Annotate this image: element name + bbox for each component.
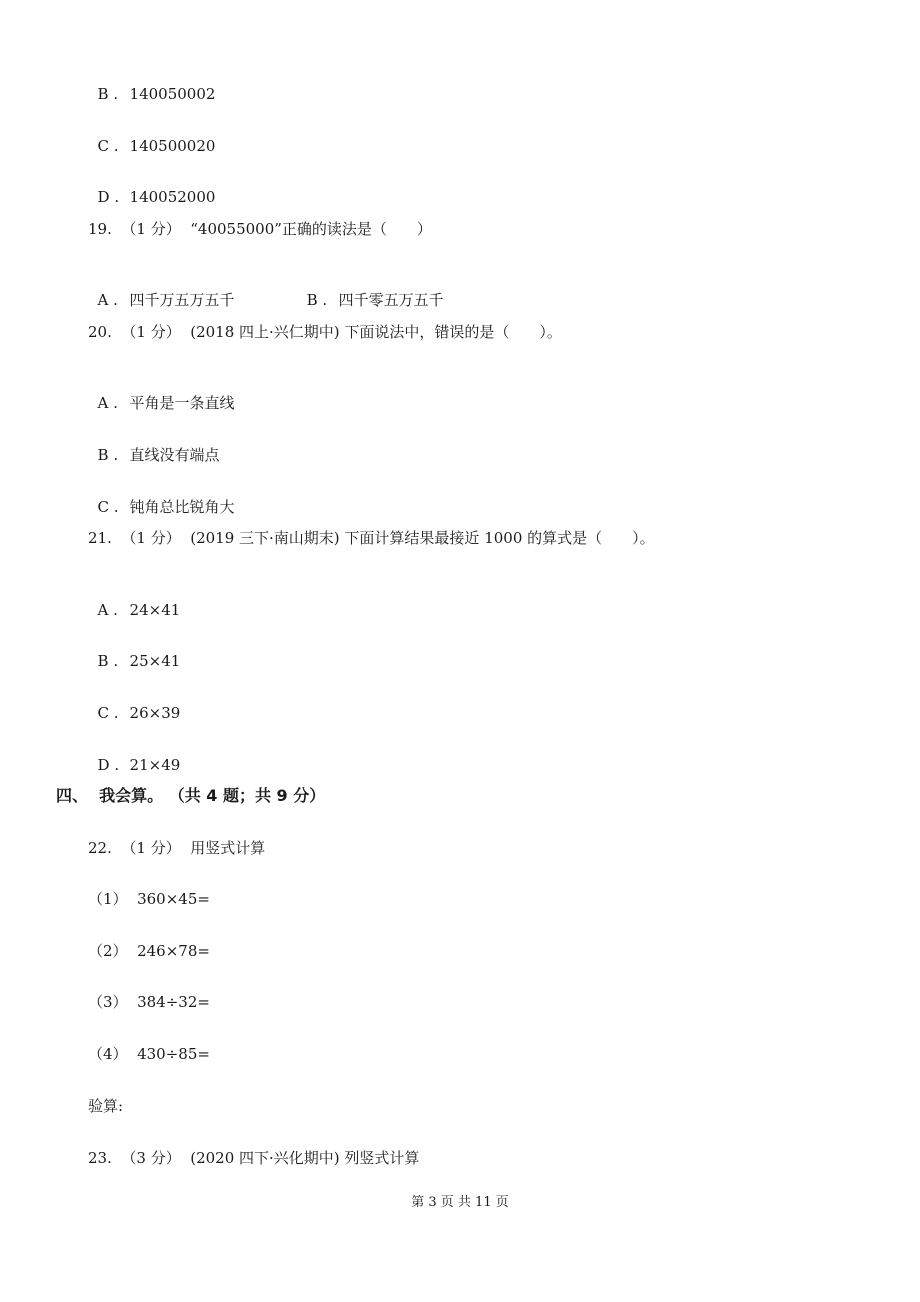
option-text: 21×49 bbox=[129, 756, 181, 774]
check-label: 验算: bbox=[88, 1097, 124, 1115]
option-a bbox=[98, 290, 235, 310]
option-letter: B . bbox=[97, 652, 119, 670]
question-23-stem: 23. （3 分） (2020 四下·兴化期中) 列竖式计算 bbox=[88, 1149, 420, 1167]
option-letter: B . bbox=[97, 446, 119, 464]
option-d bbox=[88, 167, 215, 207]
option-text: 140050002 bbox=[129, 85, 216, 103]
option-letter: C . bbox=[97, 498, 119, 516]
option-a bbox=[88, 373, 235, 413]
question-20-stem: 20. （1 分） (2018 四上·兴仁期中) 下面说法中，错误的是（ ）。 bbox=[88, 323, 562, 341]
question-22-stem: 22. （1 分） 用竖式计算 bbox=[88, 839, 266, 857]
option-letter: C . bbox=[97, 137, 119, 155]
option-a bbox=[88, 580, 180, 620]
option-c bbox=[88, 477, 235, 517]
option-text: 140052000 bbox=[129, 188, 216, 206]
option-b bbox=[88, 64, 215, 104]
option-b bbox=[88, 631, 180, 671]
question-19-options bbox=[88, 270, 444, 310]
sub-item: （1） 360×45= bbox=[88, 890, 210, 908]
question-19-stem: 19. （1 分） “40055000”正确的读法是（ ） bbox=[88, 220, 432, 238]
option-text: 140500020 bbox=[129, 137, 216, 155]
option-text: 24×41 bbox=[129, 601, 181, 619]
section-heading: 四、 我会算。 （共 4 题；共 9 分） bbox=[56, 786, 326, 805]
option-c bbox=[88, 683, 180, 723]
option-b bbox=[88, 425, 220, 465]
option-letter: B . bbox=[306, 291, 328, 309]
page-footer: 第 3 页 共 11 页 bbox=[411, 1195, 509, 1210]
option-letter: D . bbox=[97, 756, 120, 774]
option-text: 四千零五万五千 bbox=[338, 291, 444, 309]
option-letter: B . bbox=[97, 85, 119, 103]
option-text: 平角是一条直线 bbox=[129, 394, 235, 412]
sub-item: （2） 246×78= bbox=[88, 942, 210, 960]
option-d bbox=[88, 735, 180, 775]
question-21-stem: 21. （1 分） (2019 三下·南山期末) 下面计算结果最接近 1000 的算式是（ ）。 bbox=[88, 529, 655, 547]
option-letter: D . bbox=[97, 188, 120, 206]
option-text: 26×39 bbox=[129, 704, 181, 722]
option-text: 钝角总比锐角大 bbox=[129, 498, 235, 516]
sub-item: （3） 384÷32= bbox=[88, 993, 210, 1011]
option-letter: C . bbox=[97, 704, 119, 722]
option-text: 25×41 bbox=[129, 652, 181, 670]
option-c bbox=[88, 116, 215, 156]
option-text: 四千万五万五千 bbox=[129, 291, 235, 309]
option-text: 直线没有端点 bbox=[129, 446, 220, 464]
sub-item: （4） 430÷85= bbox=[88, 1045, 210, 1063]
option-letter: A . bbox=[97, 394, 118, 412]
option-letter: A . bbox=[97, 291, 118, 309]
option-b bbox=[307, 290, 444, 310]
option-letter: A . bbox=[97, 601, 118, 619]
